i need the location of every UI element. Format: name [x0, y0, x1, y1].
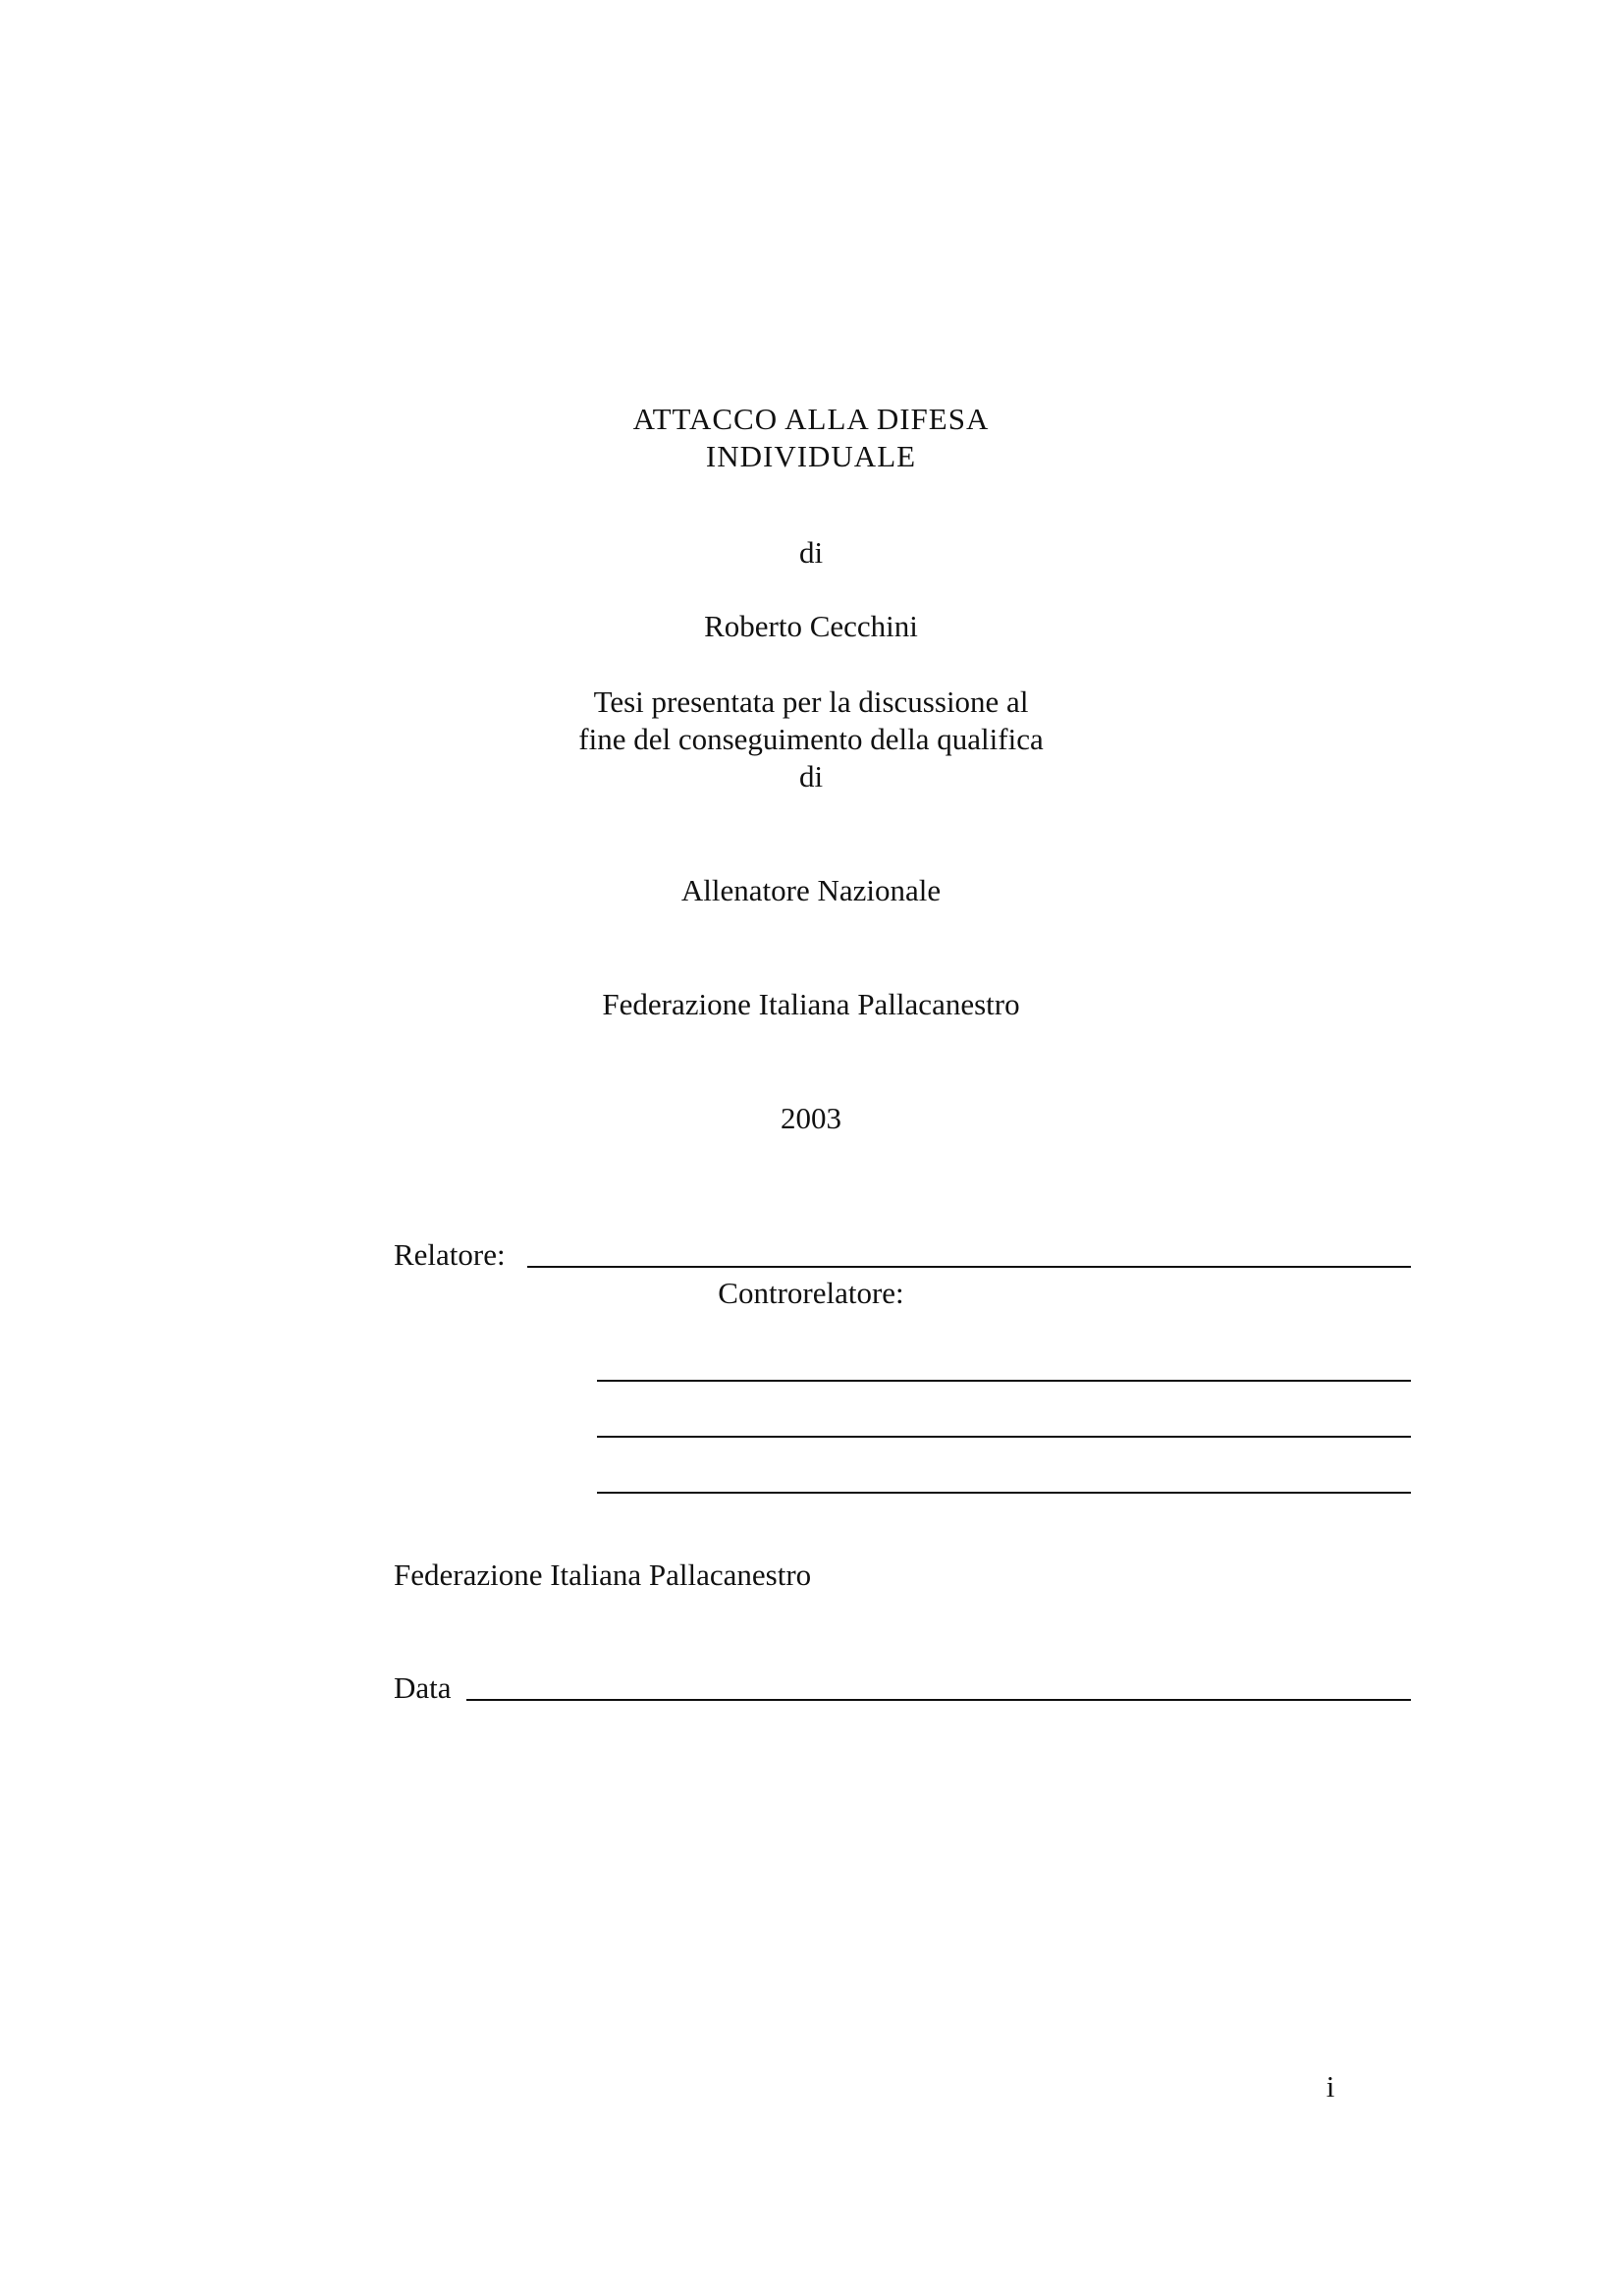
thesis-line-1: Tesi presentata per la discussione al	[593, 684, 1029, 719]
data-label: Data	[394, 1670, 452, 1705]
federation-name: Federazione Italiana Pallacanestro	[602, 987, 1020, 1021]
thesis-line-2: fine del conseguimento della qualifica	[578, 722, 1044, 756]
controrelatore-signature-line-2[interactable]	[597, 1436, 1411, 1438]
relatore-label: Relatore:	[394, 1237, 506, 1272]
data-signature-line[interactable]	[466, 1699, 1411, 1701]
controrelatore-signature-line-1[interactable]	[597, 1380, 1411, 1382]
thesis-line-3: di	[798, 759, 824, 793]
year: 2003	[781, 1101, 841, 1135]
relatore-signature-line[interactable]	[527, 1266, 1411, 1268]
federation-signature-label: Federazione Italiana Pallacanestro	[394, 1558, 812, 1592]
title-line-2: INDIVIDUALE	[705, 439, 917, 473]
controrelatore-signature-line-3[interactable]	[597, 1492, 1411, 1494]
controrelatore-label: Controrelatore:	[718, 1276, 904, 1310]
title-line-1: ATTACCO ALLA DIFESA	[632, 402, 990, 436]
qualification: Allenatore Nazionale	[680, 873, 942, 907]
page-number: i	[1325, 2069, 1335, 2104]
byline-di: di	[798, 535, 824, 570]
author-name: Roberto Cecchini	[704, 609, 918, 643]
